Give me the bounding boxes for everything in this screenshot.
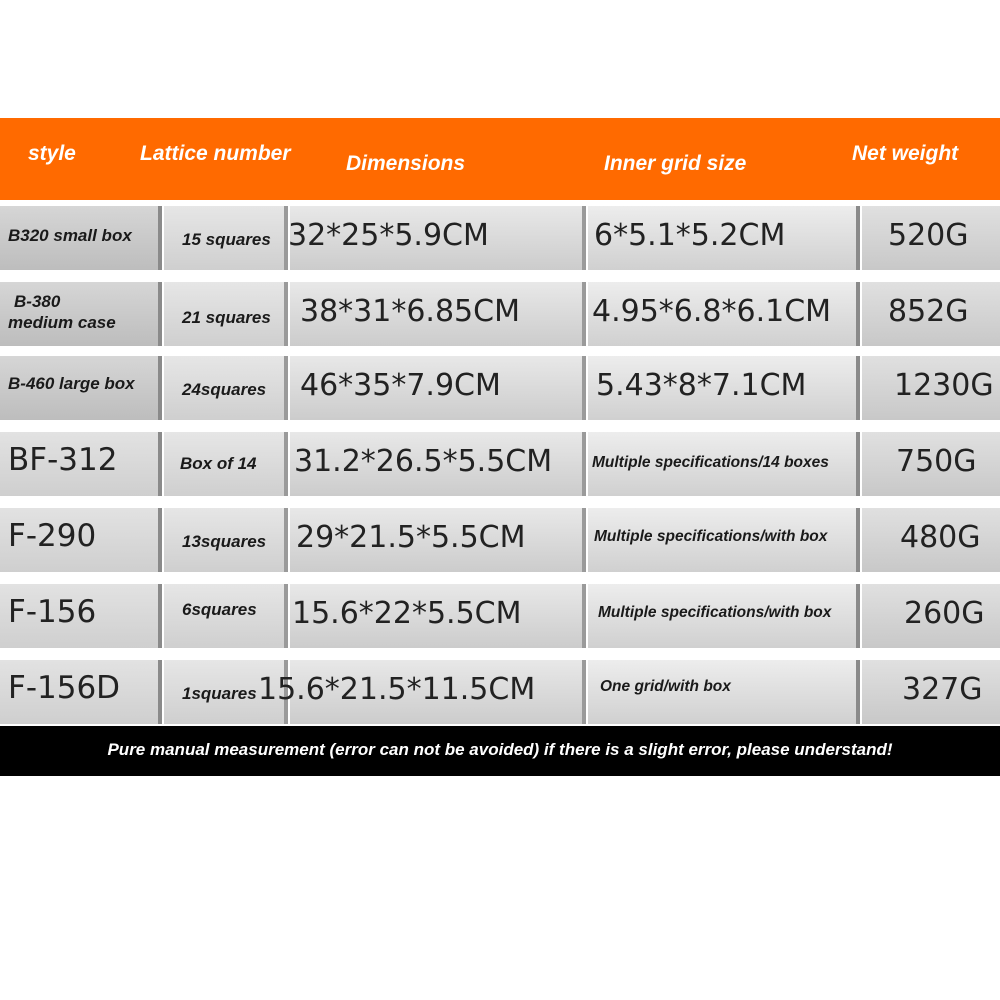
weight-text: 480G xyxy=(900,520,981,555)
lattice-cell xyxy=(164,432,288,496)
table-row xyxy=(0,508,1000,574)
header-inner-grid-size: Inner grid size xyxy=(604,152,747,175)
lattice-text: 6squares xyxy=(182,600,257,619)
style-cell xyxy=(0,508,162,572)
lattice-text: Box of 14 xyxy=(180,454,257,473)
inner-grid-cell xyxy=(588,660,860,724)
table-row xyxy=(0,660,1000,726)
weight-cell xyxy=(862,282,1000,346)
dimensions-cell xyxy=(258,660,586,724)
style-cell xyxy=(0,584,162,648)
weight-cell xyxy=(862,206,1000,270)
style-cell xyxy=(0,206,162,270)
dimensions-text: 46*35*7.9CM xyxy=(300,368,501,403)
inner-grid-text: 4.95*6.8*6.1CM xyxy=(592,294,832,329)
weight-cell xyxy=(862,584,1000,648)
style-text: F-156 xyxy=(8,594,97,630)
weight-text: 260G xyxy=(904,596,985,631)
header-net-weight: Net weight xyxy=(852,142,959,165)
dimensions-text: 15.6*21.5*11.5CM xyxy=(258,672,536,707)
table-row xyxy=(0,584,1000,650)
inner-grid-cell xyxy=(588,508,860,572)
style-text-line1: B-380 xyxy=(14,292,61,311)
dimensions-cell xyxy=(290,432,586,496)
lattice-text: 15 squares xyxy=(182,230,271,249)
table-header xyxy=(0,118,1000,200)
dimensions-cell xyxy=(290,356,586,420)
weight-text: 1230G xyxy=(894,368,994,403)
style-text: F-290 xyxy=(8,518,97,554)
weight-cell xyxy=(862,660,1000,724)
footer-note: Pure manual measurement (error can not be avoided) if there is a slight error, please understand! xyxy=(107,740,893,759)
weight-cell xyxy=(862,356,1000,420)
style-text: BF-312 xyxy=(8,442,118,478)
inner-grid-cell xyxy=(588,584,860,648)
weight-text: 327G xyxy=(902,672,983,707)
table-row xyxy=(0,282,1000,348)
inner-grid-cell xyxy=(588,206,860,270)
lattice-cell xyxy=(164,282,288,346)
lattice-cell xyxy=(164,206,288,270)
dimensions-text: 31.2*26.5*5.5CM xyxy=(294,444,553,479)
dimensions-text: 15.6*22*5.5CM xyxy=(292,596,522,631)
table-row xyxy=(0,206,1000,272)
style-cell xyxy=(0,432,162,496)
lattice-text: 1squares xyxy=(182,684,257,703)
header-style: style xyxy=(28,142,76,165)
style-text-line2: medium case xyxy=(8,313,116,332)
lattice-text: 13squares xyxy=(182,532,267,551)
footer-note-bar xyxy=(0,726,1000,776)
lattice-cell xyxy=(164,584,288,648)
style-text: B320 small box xyxy=(8,226,132,245)
inner-grid-text: Multiple specifications/with box xyxy=(594,528,828,545)
style-cell xyxy=(0,282,162,346)
lattice-text: 24squares xyxy=(182,380,267,399)
lattice-text: 21 squares xyxy=(182,308,271,327)
style-text: B-460 large box xyxy=(8,374,135,393)
inner-grid-text: One grid/with box xyxy=(600,678,731,695)
table-row xyxy=(0,432,1000,498)
header-dimensions: Dimensions xyxy=(346,152,466,175)
weight-text: 852G xyxy=(888,294,969,329)
inner-grid-cell xyxy=(588,432,860,496)
dimensions-cell xyxy=(290,282,586,346)
style-cell xyxy=(0,660,162,724)
weight-text: 520G xyxy=(888,218,969,253)
lattice-cell xyxy=(164,508,288,572)
inner-grid-text: Multiple specifications/with box xyxy=(598,604,832,621)
dimensions-text: 32*25*5.9CM xyxy=(288,218,489,253)
style-text: F-156D xyxy=(8,670,121,706)
dimensions-text: 38*31*6.85CM xyxy=(300,294,520,329)
dimensions-cell xyxy=(290,206,586,270)
weight-cell xyxy=(862,508,1000,572)
header-lattice-number: Lattice number xyxy=(140,142,291,165)
style-cell xyxy=(0,356,162,420)
table-row xyxy=(0,356,1000,422)
weight-text: 750G xyxy=(896,444,977,479)
lattice-cell xyxy=(164,356,288,420)
inner-grid-cell xyxy=(588,356,860,420)
weight-cell xyxy=(862,432,1000,496)
inner-grid-cell xyxy=(588,282,860,346)
dimensions-cell xyxy=(290,584,586,648)
dimensions-text: 29*21.5*5.5CM xyxy=(296,520,526,555)
inner-grid-text: 5.43*8*7.1CM xyxy=(596,368,807,403)
inner-grid-text: Multiple specifications/14 boxes xyxy=(592,454,829,471)
dimensions-cell xyxy=(290,508,586,572)
inner-grid-text: 6*5.1*5.2CM xyxy=(594,218,786,253)
